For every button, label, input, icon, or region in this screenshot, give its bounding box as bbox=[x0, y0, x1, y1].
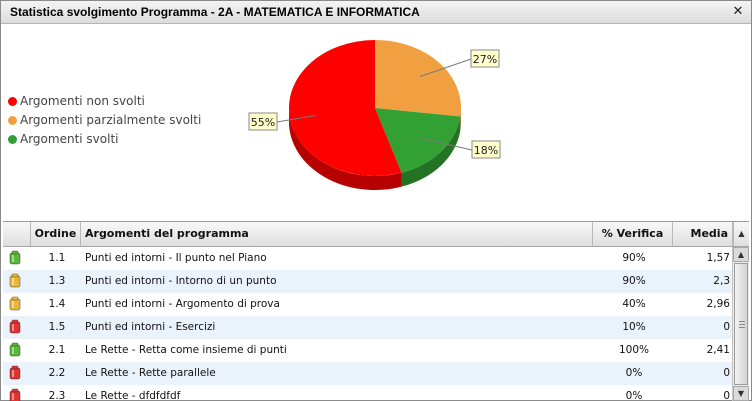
window-title: Statistica svolgimento Programma - 2A - MATEMATICA E INFORMATICA bbox=[10, 5, 420, 19]
cell-media: 0 bbox=[723, 367, 730, 379]
programma-table bbox=[3, 221, 749, 401]
pie-chart-panel bbox=[1, 24, 751, 220]
scroll-up-icon[interactable]: ▲ bbox=[733, 247, 749, 262]
cell-verifica: 100% bbox=[618, 344, 650, 356]
cell-argomento: Le Rette - dfdfdfdf bbox=[85, 390, 181, 401]
table-row[interactable] bbox=[3, 362, 733, 385]
cell-verifica: 10% bbox=[622, 321, 646, 333]
cell-ordine: 1.5 bbox=[48, 321, 66, 333]
cell-media: 2,41 bbox=[706, 344, 730, 356]
cell-argomento: Le Rette - Retta come insieme di punti bbox=[85, 344, 287, 356]
cell-verifica: 0% bbox=[625, 390, 643, 401]
table-row[interactable] bbox=[3, 293, 733, 316]
cell-verifica: 90% bbox=[622, 252, 646, 264]
legend-label: Argomenti svolti bbox=[20, 132, 119, 146]
cell-media: 0 bbox=[723, 390, 730, 401]
table-row[interactable] bbox=[3, 316, 733, 339]
status-icon bbox=[8, 247, 28, 270]
cell-media: 1,57 bbox=[706, 252, 730, 264]
cell-media: 0 bbox=[723, 321, 730, 333]
cell-ordine: 1.4 bbox=[48, 298, 66, 310]
cell-ordine: 1.1 bbox=[48, 252, 66, 264]
status-icon bbox=[8, 339, 28, 362]
table-row[interactable] bbox=[3, 270, 733, 293]
status-icon bbox=[8, 316, 28, 339]
cell-media: 2,3 bbox=[713, 275, 730, 287]
cell-argomento: Punti ed intorni - Argomento di prova bbox=[85, 298, 280, 310]
cell-ordine: 2.1 bbox=[48, 344, 66, 356]
scroll-down-icon[interactable]: ▼ bbox=[733, 386, 749, 401]
cell-argomento: Punti ed intorni - Intorno di un punto bbox=[85, 275, 277, 287]
cell-ordine: 2.3 bbox=[48, 390, 66, 401]
table-row[interactable] bbox=[3, 247, 733, 270]
cell-argomento: Punti ed intorni - Il punto nel Piano bbox=[85, 252, 267, 264]
pie-chart bbox=[1, 24, 751, 220]
cell-verifica: 0% bbox=[625, 367, 643, 379]
data-label: 18% bbox=[473, 144, 499, 157]
data-label: 27% bbox=[472, 53, 498, 66]
header-scroll-corner: ▲ bbox=[733, 222, 749, 246]
title-bar[interactable] bbox=[1, 1, 751, 24]
status-icon bbox=[8, 293, 28, 316]
header-ordine[interactable]: Ordine bbox=[31, 222, 81, 246]
table-row[interactable] bbox=[3, 339, 733, 362]
table-row[interactable] bbox=[3, 385, 733, 401]
table-header bbox=[3, 222, 749, 247]
pie-slice-1[interactable] bbox=[375, 40, 461, 117]
cell-verifica: 40% bbox=[622, 298, 646, 310]
scroll-thumb[interactable] bbox=[734, 263, 748, 385]
vertical-scrollbar[interactable] bbox=[732, 247, 749, 401]
cell-argomento: Le Rette - Rette parallele bbox=[85, 367, 216, 379]
header-media[interactable]: Media bbox=[673, 222, 733, 246]
status-icon bbox=[8, 270, 28, 293]
header-status[interactable] bbox=[3, 222, 31, 246]
cell-ordine: 2.2 bbox=[48, 367, 66, 379]
header-verifica[interactable]: % Verifica bbox=[593, 222, 673, 246]
cell-media: 2,96 bbox=[706, 298, 730, 310]
legend-label: Argomenti parzialmente svolti bbox=[20, 113, 202, 127]
table-body bbox=[3, 247, 733, 401]
header-argomenti[interactable]: Argomenti del programma bbox=[81, 222, 593, 246]
cell-verifica: 90% bbox=[622, 275, 646, 287]
status-icon bbox=[8, 385, 28, 401]
cell-ordine: 1.3 bbox=[48, 275, 66, 287]
legend-label: Argomenti non svolti bbox=[20, 94, 145, 108]
status-icon bbox=[8, 362, 28, 385]
close-icon[interactable]: ✕ bbox=[732, 4, 744, 19]
data-label: 55% bbox=[250, 116, 276, 129]
cell-argomento: Punti ed intorni - Esercizi bbox=[85, 321, 216, 333]
